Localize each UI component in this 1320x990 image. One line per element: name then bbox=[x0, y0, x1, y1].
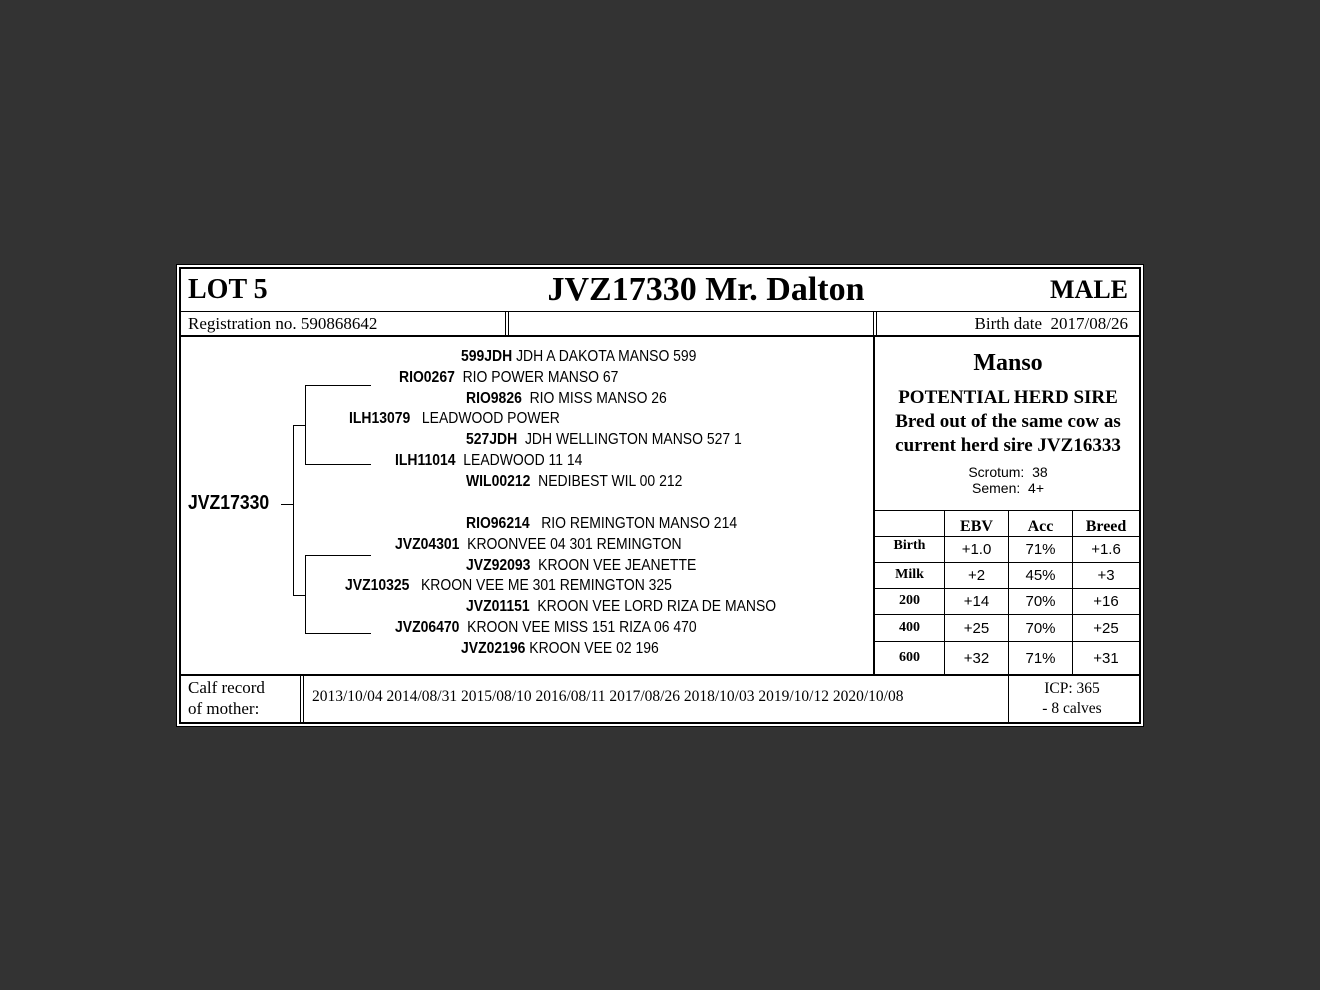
pedigree-dam-dam: JVZ06470 KROON VEE MISS 151 RIZA 06 470 bbox=[395, 619, 697, 636]
pedigree-dam-dam-sire: JVZ01151 KROON VEE LORD RIZA DE MANSO bbox=[466, 598, 777, 615]
notes-line: Bred out of the same cow as bbox=[895, 411, 1121, 432]
pedigree-connector bbox=[293, 425, 305, 426]
animal-title: JVZ17330 Mr. Dalton bbox=[547, 271, 865, 308]
pedigree-connector bbox=[305, 555, 306, 634]
pedigree-animal: JVZ17330 bbox=[188, 492, 270, 514]
icp-value: ICP: 365 bbox=[1044, 680, 1100, 697]
border-line bbox=[176, 726, 1144, 727]
registration-field bbox=[188, 314, 377, 334]
notes-line: current herd sire JVZ16333 bbox=[895, 435, 1121, 456]
table-grid bbox=[874, 641, 1140, 642]
pedigree-connector bbox=[305, 555, 371, 556]
divider bbox=[508, 311, 509, 336]
border-line bbox=[179, 722, 1141, 724]
pedigree-connector bbox=[293, 595, 305, 596]
table-cell-breed: +16 bbox=[1093, 593, 1119, 610]
scrotum-measure: Scrotum: 38 bbox=[968, 464, 1048, 480]
divider bbox=[873, 311, 874, 336]
table-cell-trait: Birth bbox=[893, 538, 926, 553]
registration-label: Registration no. bbox=[188, 314, 297, 333]
pedigree-connector bbox=[305, 633, 371, 634]
pedigree-connector bbox=[305, 385, 371, 386]
pedigree-dam-sire: JVZ04301 KROONVEE 04 301 REMINGTON bbox=[395, 536, 682, 553]
table-grid bbox=[874, 562, 1140, 563]
divider bbox=[300, 676, 301, 722]
table-grid bbox=[874, 510, 1140, 511]
calf-record-label: of mother: bbox=[188, 699, 260, 718]
divider bbox=[1008, 676, 1009, 722]
table-grid bbox=[874, 614, 1140, 615]
pedigree-dam-sire-sire: RIO96214 RIO REMINGTON MANSO 214 bbox=[466, 515, 738, 532]
pedigree-sire-dam: ILH11014 LEADWOOD 11 14 bbox=[395, 452, 583, 469]
divider bbox=[505, 311, 506, 336]
table-header-ebv: EBV bbox=[960, 518, 993, 535]
calf-record-label: Calf record bbox=[188, 678, 265, 697]
pedigree-sire: ILH13079 LEADWOOD POWER bbox=[349, 410, 560, 427]
semen-measure: Semen: 4+ bbox=[972, 480, 1044, 496]
table-cell-acc: 70% bbox=[1025, 620, 1056, 637]
border-line bbox=[176, 264, 177, 727]
pedigree-connector bbox=[293, 425, 294, 596]
pedigree-connector bbox=[281, 504, 293, 505]
table-grid bbox=[874, 588, 1140, 589]
pedigree-dam: JVZ10325 KROON VEE ME 301 REMINGTON 325 bbox=[345, 577, 672, 594]
pedigree-sire-sire: RIO0267 RIO POWER MANSO 67 bbox=[399, 369, 619, 386]
pedigree-dam-dam-dam: JVZ02196 KROON VEE 02 196 bbox=[461, 640, 659, 657]
birth-date-label: Birth date bbox=[974, 314, 1043, 333]
divider bbox=[179, 311, 1141, 312]
calf-record-dates: 2013/10/04 2014/08/31 2015/08/10 2016/08/11 2017/08/26 2018/10/03 2019/10/12 2020/10/08 bbox=[312, 688, 904, 705]
registration-number: 590868642 bbox=[300, 314, 378, 333]
table-cell-breed: +3 bbox=[1097, 567, 1115, 584]
sex-label: MALE bbox=[1050, 275, 1128, 304]
table-cell-trait: Milk bbox=[895, 567, 924, 582]
table-cell-breed: +1.6 bbox=[1091, 541, 1121, 558]
table-cell-acc: 70% bbox=[1025, 593, 1056, 610]
lot-number: LOT 5 bbox=[188, 274, 268, 305]
table-cell-trait: 600 bbox=[899, 650, 920, 665]
table-cell-ebv: +25 bbox=[963, 620, 990, 637]
calves-count: - 8 calves bbox=[1042, 700, 1102, 717]
birth-date-field bbox=[975, 314, 1128, 334]
table-cell-acc: 45% bbox=[1025, 567, 1056, 584]
table-header-acc: Acc bbox=[1027, 518, 1054, 535]
pedigree-dam-sire-dam: JVZ92093 KROON VEE JEANETTE bbox=[466, 557, 697, 574]
divider bbox=[179, 674, 1141, 676]
table-cell-ebv: +1.0 bbox=[961, 541, 992, 558]
breed-line-heading: Manso bbox=[973, 350, 1043, 376]
pedigree-connector bbox=[305, 464, 371, 465]
border-line bbox=[179, 267, 1141, 269]
table-cell-ebv: +2 bbox=[967, 567, 986, 584]
pedigree-sire-sire-dam: RIO9826 RIO MISS MANSO 26 bbox=[466, 390, 667, 407]
table-cell-acc: 71% bbox=[1025, 541, 1056, 558]
table-cell-ebv: +32 bbox=[963, 650, 990, 667]
lot-card bbox=[176, 264, 1144, 727]
pedigree-sire-sire-sire: 599JDH JDH A DAKOTA MANSO 599 bbox=[461, 348, 697, 365]
notes-headline: POTENTIAL HERD SIRE bbox=[898, 387, 1118, 408]
table-grid bbox=[874, 536, 1140, 537]
pedigree-sire-dam-dam: WIL00212 NEDIBEST WIL 00 212 bbox=[466, 473, 683, 490]
table-cell-trait: 400 bbox=[899, 620, 920, 635]
divider bbox=[876, 311, 877, 336]
table-cell-trait: 200 bbox=[899, 593, 920, 608]
table-header-breed: Breed bbox=[1085, 518, 1127, 535]
table-cell-breed: +31 bbox=[1093, 650, 1119, 667]
divider bbox=[303, 676, 304, 722]
pedigree-connector bbox=[305, 385, 306, 465]
table-cell-breed: +25 bbox=[1093, 620, 1119, 637]
birth-date-value: 2017/08/26 bbox=[1050, 314, 1128, 333]
border-line bbox=[1143, 264, 1144, 727]
table-cell-acc: 71% bbox=[1025, 650, 1056, 667]
pedigree-sire-dam-sire: 527JDH JDH WELLINGTON MANSO 527 1 bbox=[466, 431, 742, 448]
divider bbox=[179, 335, 1141, 337]
border-line bbox=[176, 264, 1144, 265]
table-cell-ebv: +14 bbox=[963, 593, 990, 610]
